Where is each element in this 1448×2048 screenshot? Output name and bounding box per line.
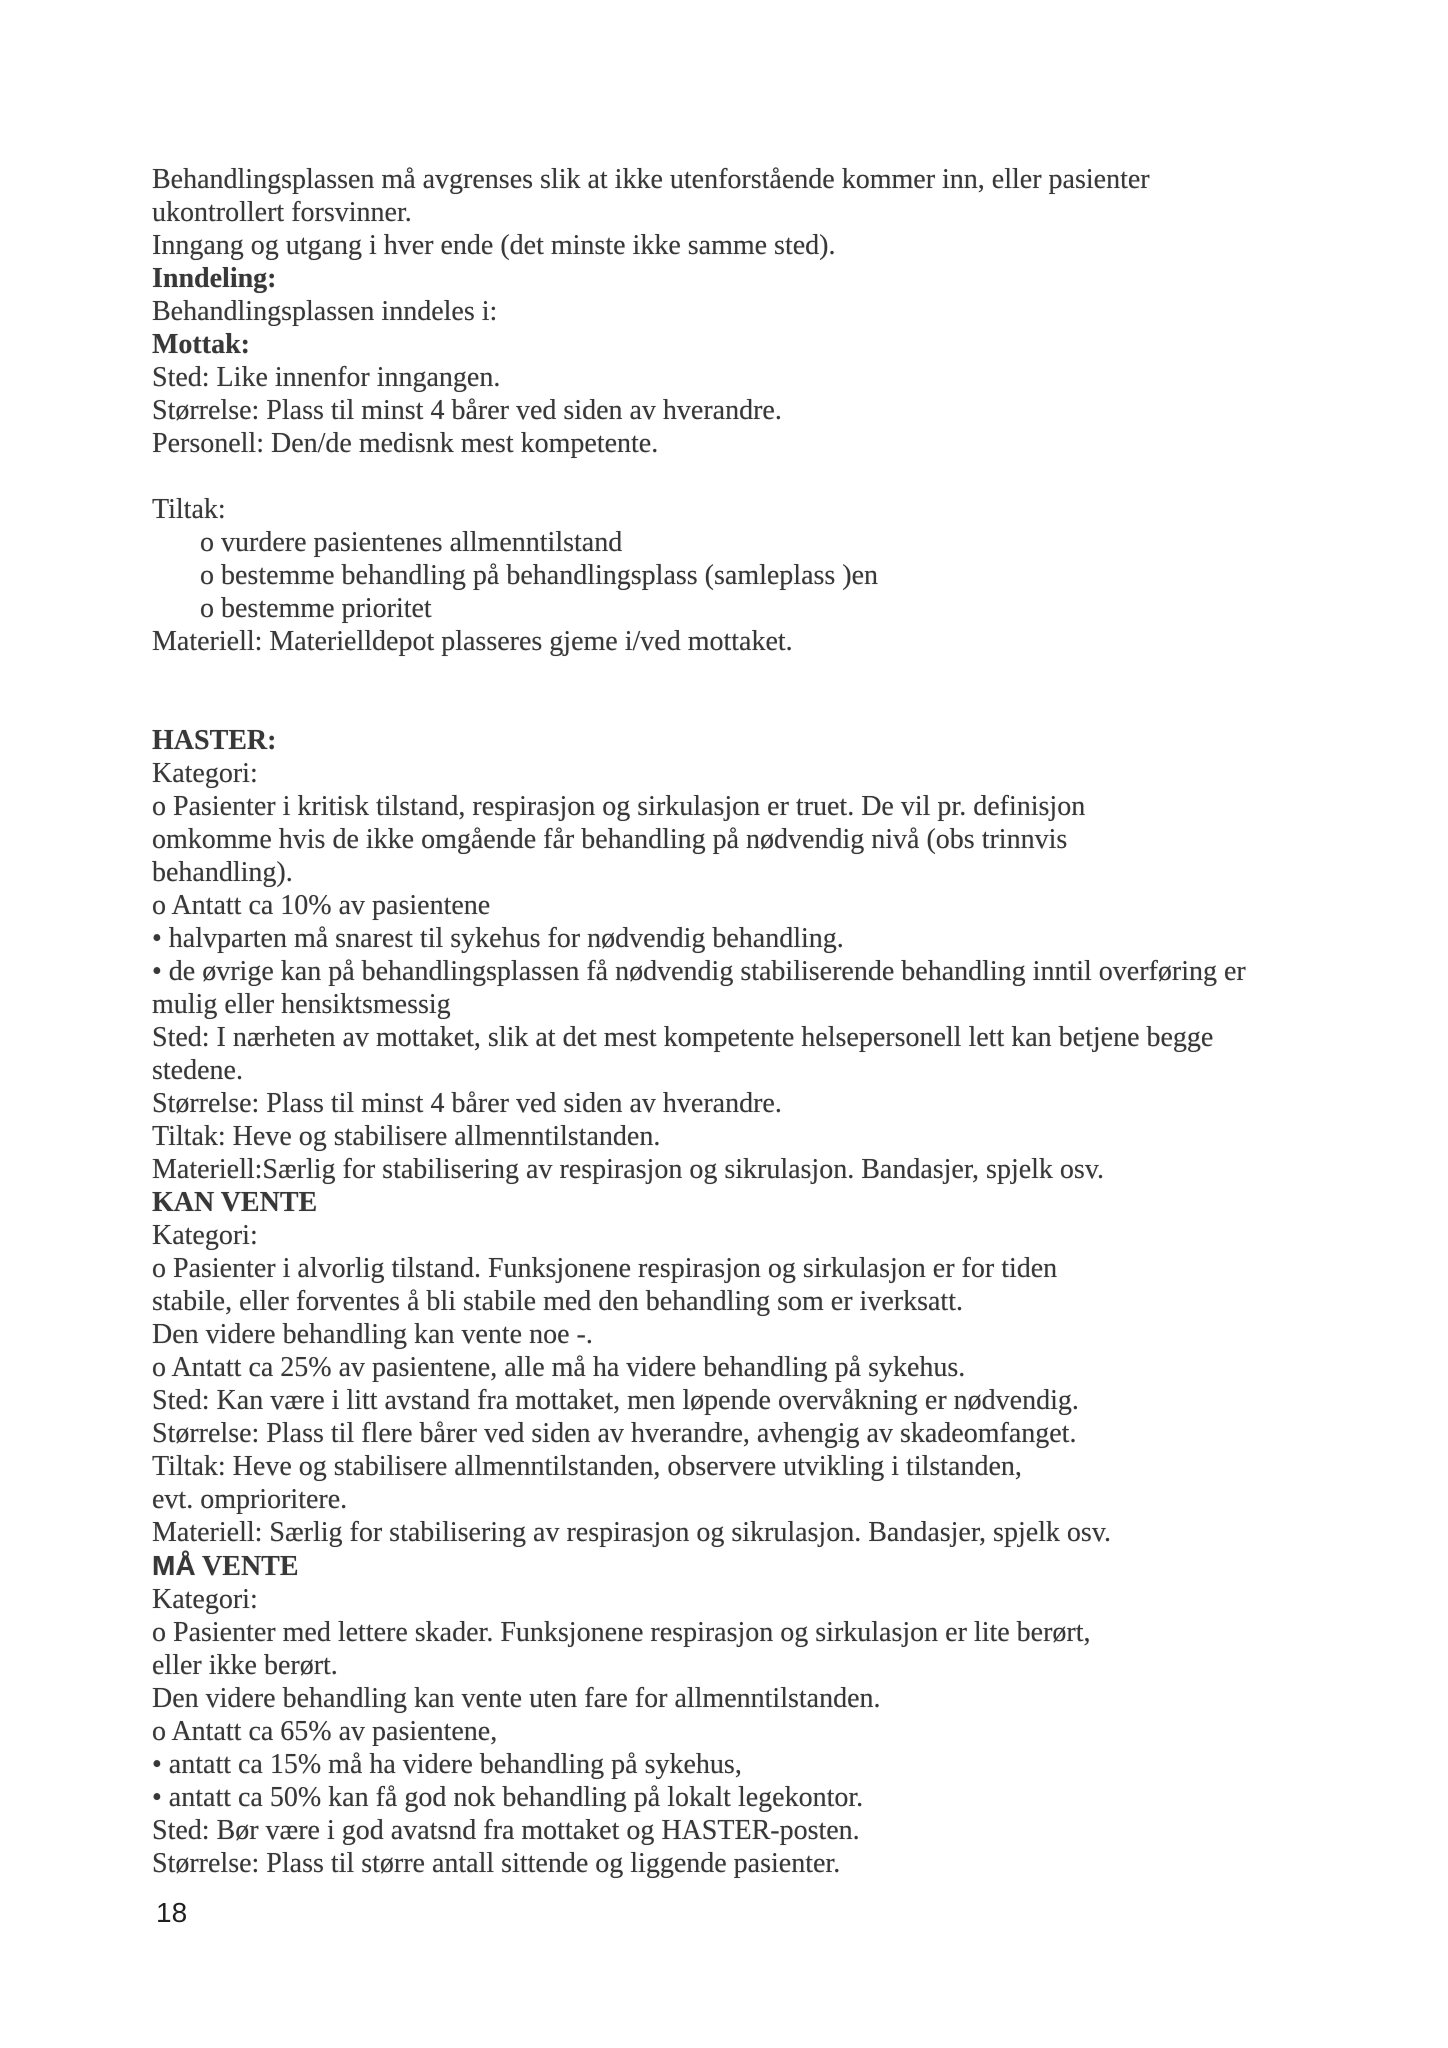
text-line: o Antatt ca 25% av pasientene, alle må ha videre behandling på sykehus.	[152, 1352, 966, 1383]
text-line: Den videre behandling kan vente noe -.	[152, 1319, 593, 1350]
text-line: o vurdere pasientenes allmenntilstand	[200, 527, 623, 558]
text-line: eller ikke berørt.	[152, 1650, 338, 1681]
text-line: ukontrollert forsvinner.	[152, 197, 412, 228]
text-line: Kategori:	[152, 758, 258, 789]
text-line: Materiell: Materielldepot plasseres gjeme i/ved mottaket.	[152, 626, 793, 657]
text-line: Tiltak:	[152, 494, 226, 525]
text-line: Størrelse: Plass til flere bårer ved siden av hverandre, avhengig av skadeomfanget.	[152, 1418, 1077, 1449]
text-line: stedene.	[152, 1055, 243, 1086]
text-line: Behandlingsplassen må avgrenses slik at ikke utenforstående kommer inn, eller pasienter	[152, 164, 1150, 195]
text-line: KAN VENTE	[152, 1187, 318, 1218]
text-segment: VENTE	[195, 1551, 299, 1582]
text-line: Personell: Den/de medisnk mest kompetente.	[152, 428, 659, 459]
text-line: Behandlingsplassen inndeles i:	[152, 296, 498, 327]
text-line: Størrelse: Plass til minst 4 bårer ved siden av hverandre.	[152, 395, 782, 426]
text-line: • de øvrige kan på behandlingsplassen få nødvendig stabiliserende behandling inntil overføring er	[152, 956, 1246, 987]
text-line: • antatt ca 50% kan få god nok behandling på lokalt legekontor.	[152, 1782, 864, 1813]
text-line	[152, 1549, 1402, 1583]
blank-line	[152, 658, 1402, 691]
text-line: Størrelse: Plass til minst 4 bårer ved siden av hverandre.	[152, 1088, 782, 1119]
blank-line	[152, 460, 1402, 493]
text-line: Kategori:	[152, 1584, 258, 1615]
text-line: Tiltak: Heve og stabilisere allmenntilstanden.	[152, 1121, 661, 1152]
text-line: o Antatt ca 65% av pasientene,	[152, 1716, 498, 1747]
text-line: omkomme hvis de ikke omgående får behandling på nødvendig nivå (obs trinnvis	[152, 824, 1068, 855]
text-segment: MÅ	[152, 1550, 196, 1581]
text-line: behandling).	[152, 857, 293, 888]
text-line: Kategori:	[152, 1220, 258, 1251]
text-line: Sted: Kan være i litt avstand fra mottaket, men løpende overvåkning er nødvendig.	[152, 1385, 1079, 1416]
blank-line	[152, 691, 1402, 724]
text-line: Størrelse: Plass til større antall sittende og liggende pasienter.	[152, 1848, 841, 1879]
text-line: Inndeling:	[152, 263, 277, 294]
text-line: o Pasienter med lettere skader. Funksjonene respirasjon og sirkulasjon er lite berørt,	[152, 1617, 1091, 1648]
text-line: Materiell: Særlig for stabilisering av respirasjon og sikrulasjon. Bandasjer, spjelk osv.	[152, 1517, 1112, 1548]
text-line: o Pasienter i kritisk tilstand, respirasjon og sirkulasjon er truet. De vil pr. definisjon	[152, 791, 1086, 822]
page-number: 18	[156, 1897, 188, 1928]
text-line: o bestemme behandling på behandlingsplass (samleplass )en	[200, 560, 879, 591]
text-line: Sted: I nærheten av mottaket, slik at det mest kompetente helsepersonell lett kan betjene begge	[152, 1022, 1214, 1053]
text-line: Sted: Like innenfor inngangen.	[152, 362, 501, 393]
text-line: Materiell:Særlig for stabilisering av respirasjon og sikrulasjon. Bandasjer, spjelk osv.	[152, 1154, 1105, 1185]
text-line: stabile, eller forventes å bli stabile med den behandling som er iverksatt.	[152, 1286, 963, 1317]
text-line: mulig eller hensiktsmessig	[152, 989, 451, 1020]
text-line: • antatt ca 15% må ha videre behandling på sykehus,	[152, 1749, 742, 1780]
text-line: o Pasienter i alvorlig tilstand. Funksjonene respirasjon og sirkulasjon er for tiden	[152, 1253, 1058, 1284]
text-line: evt. omprioritere.	[152, 1484, 348, 1515]
document-body	[152, 163, 1402, 1880]
text-line: Sted: Bør være i god avatsnd fra mottaket og HASTER-posten.	[152, 1815, 860, 1846]
text-line: o Antatt ca 10% av pasientene	[152, 890, 491, 921]
text-line: Inngang og utgang i hver ende (det minste ikke samme sted).	[152, 230, 836, 261]
text-line: HASTER:	[152, 725, 277, 756]
text-line: o bestemme prioritet	[200, 593, 432, 624]
text-line: Tiltak: Heve og stabilisere allmenntilstanden, observere utvikling i tilstanden,	[152, 1451, 1022, 1482]
text-line: Mottak:	[152, 329, 250, 360]
text-line: Den videre behandling kan vente uten fare for allmenntilstanden.	[152, 1683, 881, 1714]
text-line: • halvparten må snarest til sykehus for nødvendig behandling.	[152, 923, 844, 954]
